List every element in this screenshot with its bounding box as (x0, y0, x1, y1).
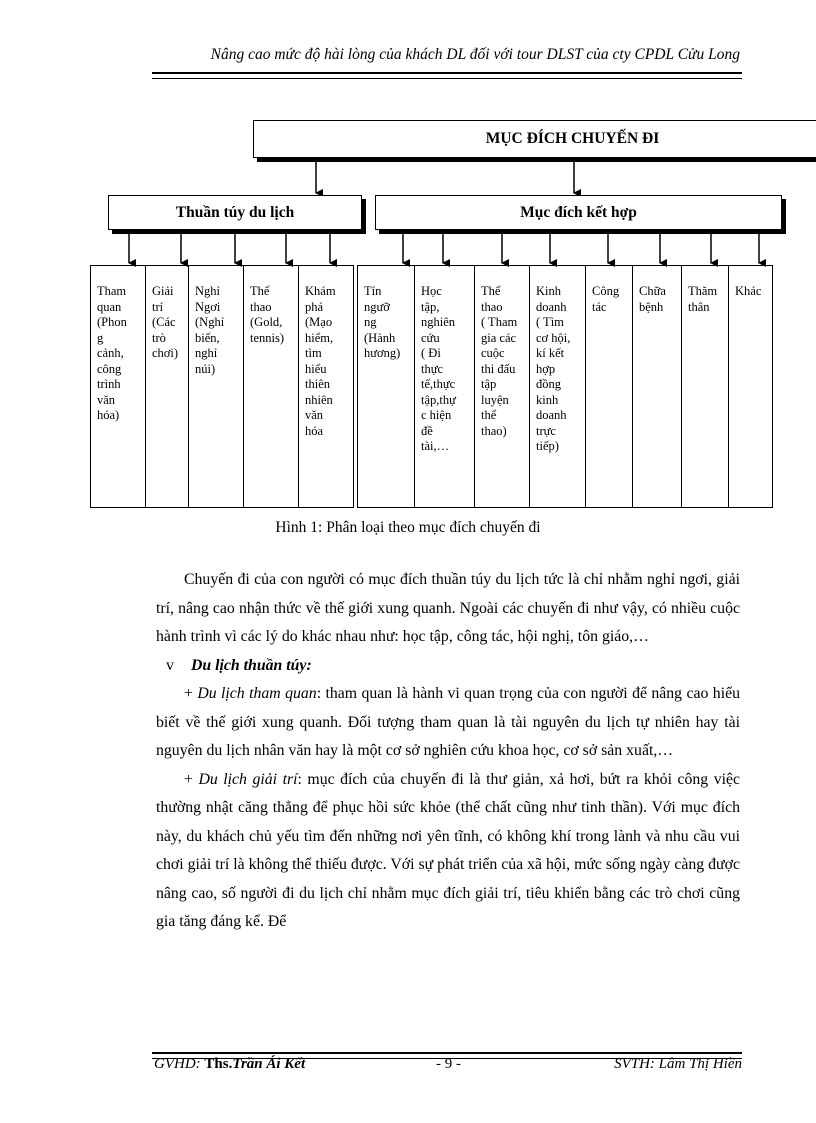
category-line: (Mạo (305, 315, 333, 329)
category-line: Công (592, 284, 620, 298)
category-line: thiên (305, 377, 330, 391)
category-line: (Hành (364, 330, 396, 345)
category-cell (357, 265, 415, 508)
category-line: cứu (421, 330, 440, 345)
category-line: hương) (364, 346, 401, 360)
category-cell (90, 265, 146, 508)
category-line: tennis) (250, 330, 285, 345)
category-line: g (97, 330, 104, 345)
category-line: hóa) (97, 408, 120, 422)
category-cell (529, 265, 586, 508)
category-line: Ngơi (195, 299, 221, 314)
category-line: nghỉ (195, 346, 218, 360)
category-line: đồng (536, 377, 561, 391)
category-line: Khác (735, 284, 762, 298)
item-term: Du lịch giải trí (198, 770, 298, 788)
group-box-combined (375, 195, 782, 230)
category-line: thân (688, 299, 710, 314)
category-line: ( Tham (481, 315, 518, 329)
category-line: ng (364, 315, 377, 329)
item-entertainment (156, 766, 740, 937)
item-prefix: + (184, 770, 199, 788)
category-cell (681, 265, 729, 508)
category-line: quan (97, 299, 122, 314)
footer-student: SVTH: Lâm Thị Hiền (614, 1056, 742, 1072)
bullet-mark: v (166, 656, 174, 674)
group-box-pure (108, 195, 362, 230)
category-cell (632, 265, 682, 508)
category-line: đề (421, 423, 433, 438)
category-line: tác (592, 299, 607, 314)
category-line: Kinh (536, 284, 561, 298)
category-cell (243, 265, 299, 508)
category-line: Chữa (639, 284, 666, 298)
category-line: nhiên (305, 392, 333, 407)
category-line: Thể (250, 284, 270, 298)
category-line: văn (305, 408, 324, 422)
category-line: Nghỉ (195, 284, 220, 298)
bullet-heading-row (156, 652, 740, 681)
category-line: kí kết (536, 346, 565, 360)
item-prefix: + (184, 685, 198, 702)
category-line: (Các (152, 315, 176, 329)
category-line: phá (305, 299, 324, 314)
advisor-label: GVHD: (154, 1056, 205, 1072)
category-line: Thăm (688, 284, 718, 298)
category-line: nghiên (421, 315, 456, 329)
page-number: - 9 - (436, 1056, 461, 1072)
category-line: (Nghỉ (195, 315, 225, 329)
category-cell (474, 265, 530, 508)
category-line: tìm (305, 346, 322, 360)
item-term: Du lịch tham quan (197, 685, 317, 702)
category-line: cơ hội, (536, 330, 571, 345)
body-text (156, 566, 740, 937)
category-line: cảnh, (97, 346, 124, 360)
category-line: ( Đi (421, 346, 441, 360)
category-line: luyện (481, 392, 509, 407)
category-cell (145, 265, 189, 508)
category-line: Khám (305, 284, 336, 298)
category-line: trí (152, 299, 164, 314)
category-line: bệnh (639, 299, 664, 314)
category-line: tế,thực (421, 377, 456, 391)
category-line: thao (250, 299, 272, 314)
category-line: tiếp) (536, 439, 559, 453)
root-box (253, 120, 816, 158)
intro-paragraph: Chuyến đi của con người có mục đích thuần túy du lịch tức là chỉ nhằm nghỉ ngơi, giải trí, nâng cao nhận thức về thế giới xung quanh. Ngoài các chuyến đi như vậy, có nhiều cuộc hành trình vì các lý do khác nhau như: học tập, công tác, hội nghị, tôn giáo,… (156, 571, 740, 645)
category-line: văn (97, 392, 116, 407)
bullet-heading: Du lịch thuần túy: (191, 656, 312, 674)
category-line: Giải (152, 284, 174, 298)
category-line: (Phon (97, 315, 127, 329)
category-line: hiểm, (305, 330, 334, 345)
category-line: Học (421, 284, 442, 298)
footer-advisor (154, 1056, 305, 1073)
category-line: Tín (364, 284, 382, 298)
category-line: ngưỡ (364, 299, 390, 314)
category-line: ( Tìm (536, 315, 564, 329)
category-line: gia các (481, 330, 517, 345)
category-line: cuộc (481, 346, 505, 360)
category-line: thể (481, 408, 497, 422)
category-line: tập (481, 377, 497, 391)
category-line: hóa (305, 423, 324, 438)
category-line: thi đấu (481, 361, 516, 376)
category-line: trình (97, 377, 121, 391)
item-sightseeing (156, 680, 740, 766)
category-line: biển, (195, 330, 220, 345)
category-line: thao) (481, 423, 507, 438)
category-line: trò (152, 330, 166, 345)
advisor-title: Ths. (204, 1056, 233, 1072)
category-cell (728, 265, 773, 508)
category-line: hiểu (305, 361, 327, 376)
category-line: tài,… (421, 439, 450, 453)
category-cell (414, 265, 475, 508)
category-line: tập,thự (421, 392, 456, 407)
figure-caption: Hình 1: Phân loại theo mục đích chuyến đi (275, 519, 541, 536)
category-line: Thể (481, 284, 501, 298)
category-cell (585, 265, 633, 508)
item-text: : mục đích của chuyến đi là thư giản, xả hơi, bứt ra khỏi công việc thường nhật căng thẳng để phục hồi sức khỏe (thể chất cũng như tinh thần). Với mục đích này, du khách chủ yếu tìm đến những nơi yên tĩnh, có không khí trong lành và nhu cầu vui chơi giải trí là không thể thiếu được. Với sự phát triển của xã hội, mức sống ngày càng được nâng cao, số người đi du lịch chỉ nhằm mục đích giải trí, tiêu khiển bằng các trò chơi cũng gia tăng đáng kể. Để (156, 770, 741, 930)
category-line: trực (536, 423, 556, 438)
category-line: thao (481, 299, 503, 314)
category-line: Tham (97, 284, 127, 298)
category-line: hợp (536, 361, 556, 376)
group-label-pure: Thuần túy du lịch (175, 203, 295, 221)
category-line: thực (421, 361, 444, 376)
category-line: (Gold, (250, 315, 283, 329)
advisor-name: Trần Ái Kết (232, 1056, 306, 1072)
item-text: : tham quan là hành vi quan trọng của con người để nâng cao hiểu biết về thế giới xung quanh. Đối tượng tham quan là tài nguyên du lịch tự nhiên hay tài nguyên du lịch nhân văn hay là một cơ sở nghiên cứu khoa học, cơ sở sản xuất,… (156, 685, 741, 759)
category-cell (298, 265, 354, 508)
group-label-combined: Mục đích kết hợp (520, 203, 637, 221)
page-header-title: Nâng cao mức độ hài lòng của khách DL đối với tour DLST của cty CPDL Cửu Long (210, 46, 740, 63)
category-line: doanh (536, 299, 567, 314)
category-line: núi) (195, 361, 216, 376)
category-line: doanh (536, 408, 567, 422)
category-line: công (97, 361, 122, 376)
category-cell (188, 265, 244, 508)
category-line: tập, (421, 299, 440, 314)
category-line: kinh (536, 392, 559, 407)
category-line: c hiện (421, 408, 452, 422)
category-line: chơi) (152, 346, 179, 360)
root-label: MỤC ĐÍCH CHUYẾN ĐI (485, 130, 660, 147)
